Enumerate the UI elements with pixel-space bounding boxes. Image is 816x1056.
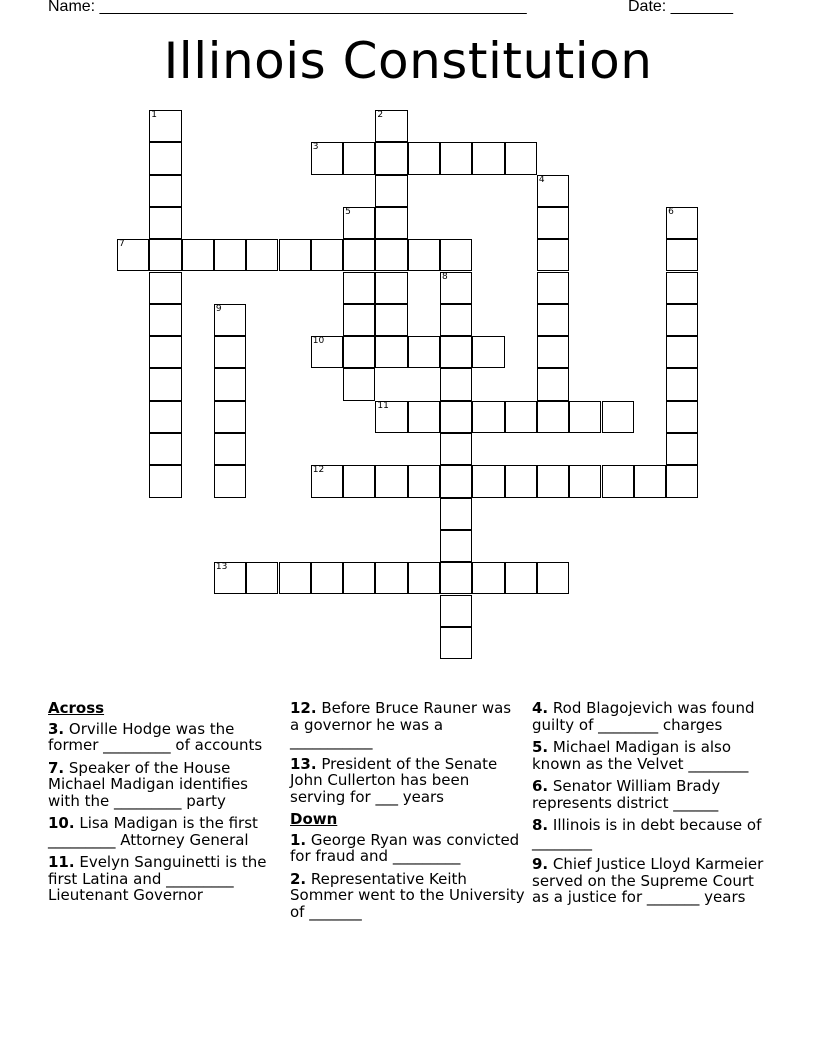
- grid-cell[interactable]: [666, 368, 698, 400]
- clue-down-9: [532, 856, 772, 906]
- clue-number: 13.: [290, 754, 317, 773]
- grid-cell[interactable]: [375, 465, 407, 497]
- grid-cell[interactable]: [117, 239, 149, 271]
- grid-cell[interactable]: [149, 401, 181, 433]
- page-title: Illinois Constitution: [163, 32, 653, 90]
- grid-cell[interactable]: [149, 336, 181, 368]
- clue-start-number: 12: [312, 465, 325, 476]
- grid-cell[interactable]: [537, 401, 569, 433]
- clue-across-12: [290, 700, 525, 750]
- clue-start-number: 5: [345, 206, 351, 217]
- grid-cell[interactable]: [440, 627, 472, 659]
- grid-cell[interactable]: [602, 401, 634, 433]
- grid-cell[interactable]: [537, 336, 569, 368]
- clue-column-1: [48, 700, 283, 910]
- clue-start-number: 4: [538, 174, 545, 185]
- grid-cell[interactable]: [440, 530, 472, 562]
- grid-cell[interactable]: [375, 272, 407, 304]
- grid-cell[interactable]: [375, 401, 407, 433]
- grid-cell[interactable]: [569, 401, 601, 433]
- grid-cell[interactable]: [375, 142, 407, 174]
- grid-cell[interactable]: [472, 401, 504, 433]
- grid-cell[interactable]: [602, 465, 634, 497]
- clue-across-7: [48, 760, 283, 810]
- clue-text: Rod Blagojevich was found guilty of ________ charges: [532, 699, 755, 734]
- grid-cell[interactable]: [149, 433, 181, 465]
- clue-text: Senator William Brady represents district ______: [532, 777, 721, 812]
- grid-cell[interactable]: [537, 175, 569, 207]
- clue-start-number: 7: [119, 239, 125, 250]
- grid-cell[interactable]: [440, 368, 472, 400]
- grid-cell[interactable]: [149, 142, 181, 174]
- clue-across-10: [48, 815, 283, 848]
- grid-cell[interactable]: [375, 207, 407, 239]
- grid-cell[interactable]: [214, 368, 246, 400]
- grid-cell[interactable]: [634, 465, 666, 497]
- grid-cell[interactable]: [408, 336, 440, 368]
- clue-text: Evelyn Sanguinetti is the first Latina and _________ Lieutenant Governor: [48, 853, 267, 904]
- clue-number: 12.: [290, 699, 317, 717]
- clue-number: 10.: [48, 814, 75, 832]
- grid-cell[interactable]: [537, 562, 569, 594]
- clue-number: 2.: [290, 869, 307, 888]
- clue-text: Lisa Madigan is the first _________ Attorney General: [48, 814, 258, 849]
- grid-cell[interactable]: [375, 562, 407, 594]
- grid-cell[interactable]: [311, 142, 343, 174]
- grid-cell[interactable]: [149, 272, 181, 304]
- across-heading: Across: [48, 699, 105, 717]
- grid-cell[interactable]: [214, 465, 246, 497]
- grid-cell[interactable]: [666, 239, 698, 271]
- grid-cell[interactable]: [666, 465, 698, 497]
- grid-cell[interactable]: [375, 175, 407, 207]
- clue-number: 9.: [532, 855, 549, 873]
- clue-across-13: [290, 756, 525, 806]
- grid-cell[interactable]: [472, 562, 504, 594]
- grid-cell[interactable]: [408, 239, 440, 271]
- clue-number: 8.: [532, 816, 549, 834]
- grid-cell[interactable]: [440, 595, 472, 627]
- clue-down-4: [532, 700, 772, 733]
- grid-cell[interactable]: [505, 465, 537, 497]
- grid-cell[interactable]: [214, 433, 246, 465]
- grid-cell[interactable]: [149, 304, 181, 336]
- clue-down-5: [532, 739, 772, 772]
- clue-text: Michael Madigan is also known as the Velvet ________: [532, 738, 749, 773]
- clue-start-number: 10: [312, 336, 325, 347]
- grid-cell[interactable]: [408, 562, 440, 594]
- clue-number: 7.: [48, 758, 65, 777]
- grid-cell[interactable]: [440, 562, 472, 594]
- clue-start-number: 9: [215, 303, 222, 314]
- clue-across-11: [48, 854, 283, 904]
- clue-across-3: [48, 721, 283, 754]
- clue-down-6: [532, 778, 772, 811]
- grid-cell[interactable]: [408, 465, 440, 497]
- grid-cell[interactable]: [311, 336, 343, 368]
- grid-cell[interactable]: [343, 562, 375, 594]
- grid-cell[interactable]: [149, 465, 181, 497]
- grid-cell[interactable]: [311, 465, 343, 497]
- grid-cell[interactable]: [440, 336, 472, 368]
- grid-cell[interactable]: [472, 465, 504, 497]
- grid-cell[interactable]: [440, 498, 472, 530]
- grid-cell[interactable]: [666, 207, 698, 239]
- grid-cell[interactable]: [214, 239, 246, 271]
- grid-cell[interactable]: [311, 239, 343, 271]
- grid-cell[interactable]: [375, 336, 407, 368]
- grid-cell[interactable]: [440, 433, 472, 465]
- grid-cell[interactable]: [214, 562, 246, 594]
- grid-cell[interactable]: [149, 110, 181, 142]
- grid-cell[interactable]: [343, 368, 375, 400]
- clue-start-number: 8: [442, 271, 448, 282]
- clue-number: 1.: [290, 830, 307, 849]
- grid-cell[interactable]: [537, 272, 569, 304]
- clue-down-1: [290, 832, 525, 865]
- clue-number: 4.: [532, 699, 549, 717]
- clue-start-number: 6: [668, 206, 674, 217]
- grid-cell[interactable]: [440, 401, 472, 433]
- clue-text: Speaker of the House Michael Madigan identifies with the _________ party: [48, 758, 248, 810]
- clue-text: President of the Senate John Cullerton has been serving for ___ years: [290, 754, 498, 806]
- grid-cell[interactable]: [311, 562, 343, 594]
- grid-cell[interactable]: [375, 239, 407, 271]
- clue-number: 6.: [532, 777, 549, 795]
- grid-cell[interactable]: [214, 401, 246, 433]
- grid-cell[interactable]: [343, 272, 375, 304]
- clue-text: Before Bruce Rauner was a governor he was a ___________: [290, 699, 512, 750]
- grid-cell[interactable]: [440, 142, 472, 174]
- grid-cell[interactable]: [343, 304, 375, 336]
- grid-cell[interactable]: [343, 207, 375, 239]
- clue-column-3: [532, 700, 772, 912]
- date-field-label: Date: _______: [628, 0, 733, 15]
- clue-text: Representative Keith Sommer went to the University of _______: [290, 869, 525, 921]
- grid-cell[interactable]: [343, 142, 375, 174]
- grid-cell[interactable]: [666, 401, 698, 433]
- grid-cell[interactable]: [537, 368, 569, 400]
- grid-cell[interactable]: [472, 336, 504, 368]
- grid-cell[interactable]: [666, 336, 698, 368]
- grid-cell[interactable]: [666, 272, 698, 304]
- grid-cell[interactable]: [472, 142, 504, 174]
- clue-start-number: 13: [215, 562, 228, 573]
- grid-cell[interactable]: [440, 239, 472, 271]
- grid-cell[interactable]: [149, 368, 181, 400]
- clue-start-number: 11: [377, 400, 389, 411]
- grid-cell[interactable]: [666, 433, 698, 465]
- grid-cell[interactable]: [343, 465, 375, 497]
- grid-cell[interactable]: [408, 142, 440, 174]
- clue-column-2: [290, 700, 525, 926]
- grid-cell[interactable]: [149, 207, 181, 239]
- grid-cell[interactable]: [375, 110, 407, 142]
- clue-number: 11.: [48, 853, 75, 871]
- grid-cell[interactable]: [537, 239, 569, 271]
- grid-cell[interactable]: [343, 336, 375, 368]
- grid-cell[interactable]: [214, 304, 246, 336]
- grid-cell[interactable]: [246, 239, 278, 271]
- grid-cell[interactable]: [440, 272, 472, 304]
- grid-cell[interactable]: [375, 304, 407, 336]
- grid-cell[interactable]: [149, 239, 181, 271]
- clue-start-number: 3: [312, 142, 319, 153]
- clue-number: 3.: [48, 719, 65, 738]
- grid-cell[interactable]: [214, 336, 246, 368]
- grid-cell[interactable]: [505, 562, 537, 594]
- clue-start-number: 1: [151, 110, 158, 120]
- grid-cell[interactable]: [666, 304, 698, 336]
- grid-cell[interactable]: [408, 401, 440, 433]
- clue-text: George Ryan was convicted for fraud and _________: [290, 830, 520, 865]
- clue-text: Illinois is in debt because of ________: [532, 816, 762, 851]
- clue-down-8: [532, 817, 772, 850]
- down-heading: Down: [290, 810, 338, 828]
- grid-cell[interactable]: [279, 562, 311, 594]
- grid-cell[interactable]: [505, 142, 537, 174]
- clue-text: Chief Justice Lloyd Karmeier served on the Supreme Court as a justice for _______ years: [532, 855, 764, 906]
- grid-cell[interactable]: [182, 239, 214, 271]
- grid-cell[interactable]: [279, 239, 311, 271]
- grid-cell[interactable]: [343, 239, 375, 271]
- grid-cell[interactable]: [246, 562, 278, 594]
- grid-cell[interactable]: [149, 175, 181, 207]
- grid-cell[interactable]: [537, 207, 569, 239]
- clue-text: Orville Hodge was the former _________ of accounts: [48, 719, 263, 754]
- grid-cell[interactable]: [569, 465, 601, 497]
- clue-start-number: 2: [377, 110, 384, 120]
- clue-down-2: [290, 871, 525, 921]
- grid-cell[interactable]: [440, 465, 472, 497]
- grid-cell[interactable]: [505, 401, 537, 433]
- clue-number: 5.: [532, 738, 549, 756]
- grid-cell[interactable]: [537, 304, 569, 336]
- grid-cell[interactable]: [440, 304, 472, 336]
- name-field-label: Name: ________________________________________________: [48, 0, 527, 15]
- grid-cell[interactable]: [537, 465, 569, 497]
